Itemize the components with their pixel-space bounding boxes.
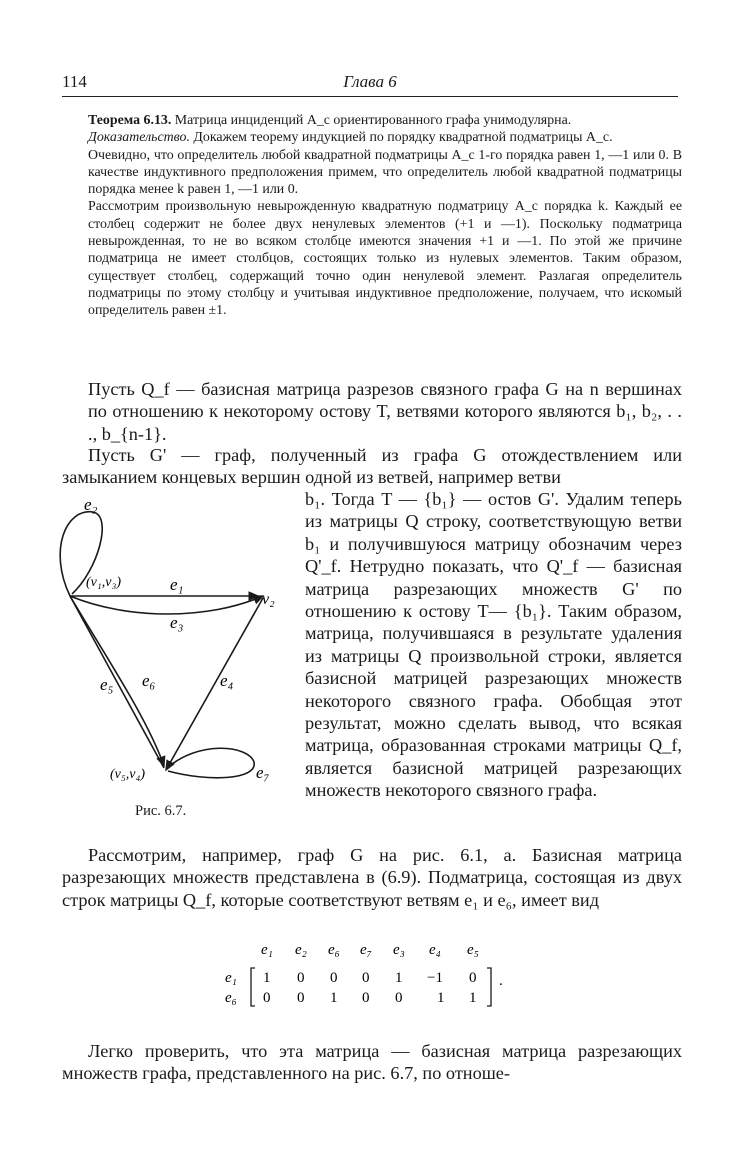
cell-1-3: 0: [330, 970, 338, 986]
cell-1-4: 0: [362, 970, 370, 986]
col-label-6: e₄: [429, 942, 441, 958]
theorem-text: Матрица инциденций A_c ориентированного графа унимодулярна.: [174, 113, 572, 128]
cell-1-6: −1: [427, 970, 443, 986]
node-v2: v₂: [262, 591, 275, 608]
right-bracket: [487, 968, 491, 1006]
cell-1-7: 0: [469, 970, 477, 986]
label-e6: e₆: [142, 671, 156, 690]
label-e3: e₃: [170, 613, 184, 632]
label-e1: e₁: [170, 575, 184, 594]
cell-2-1: 0: [263, 990, 271, 1006]
label-e5: e₅: [100, 675, 114, 694]
label-e2: e₂: [84, 495, 98, 514]
col-label-1: e₁: [261, 942, 273, 958]
matrix-period: .: [499, 973, 503, 989]
left-bracket: [251, 968, 255, 1006]
proof-para-2: Рассмотрим произвольную невырожденную квадратную подматрицу A_c порядка k. Каждый ее столбец содержит не более двух ненулевых элементов (+1 и —1). Поскольку подматрица невырожденная, то не во всяком столбце имеются значения +1 и —1. По этой же причине подматрица не имеет столбцов, состоящих только из нулевых элементов. Таким образом, существует столбец, содержащий точно один ненулевой элемент. Разлагая определитель подматрицы по этому столбцу и учитывая индуктивное предположение, получаем, что искомый определитель равен ±1.: [88, 199, 682, 319]
proof-intro: [88, 129, 682, 146]
figure-caption: Рис. 6.7.: [135, 803, 187, 819]
cell-1-2: 0: [297, 970, 305, 986]
theorem-statement: [88, 112, 682, 129]
cell-2-2: 0: [297, 990, 305, 1006]
cell-2-7: 1: [469, 990, 477, 1006]
cell-2-3: 1: [330, 990, 338, 1006]
row-label-1: e₁: [225, 970, 237, 986]
cell-1-1: 1: [263, 970, 271, 986]
theorem-title: Теорема 6.13.: [88, 113, 172, 128]
theorem-block: [88, 112, 682, 320]
proof-label: Доказательство.: [88, 130, 190, 146]
col-label-5: e₃: [393, 942, 405, 958]
proof-text: Докажем теорему индукцией по порядку квадратной подматрицы A_c.: [193, 130, 613, 146]
cell-2-4: 0: [362, 990, 370, 1006]
col-label-7: e₅: [467, 942, 479, 958]
chapter-title: Глава 6: [343, 72, 397, 91]
edge-e3: [70, 596, 263, 614]
graph-figure: [58, 490, 298, 835]
cell-2-6: 1: [437, 990, 445, 1006]
label-e4: e₄: [220, 671, 234, 690]
col-label-4: e₇: [360, 942, 372, 958]
proof-para-1: Очевидно, что определитель любой квадратной подматрицы A_c 1-го порядка равен 1, —1 или 0. В качестве индуктивного предположения примем, что определитель любой квадратной подматрицы порядка менее k равен 1, —1 или 0.: [88, 147, 682, 198]
body-para-4: Легко проверить, что эта матрица — базисная матрица разрезающих множеств графа, представленного на рис. 6.7, по отноше-: [62, 1041, 682, 1084]
body-para-2-full: Пусть G' — граф, полученный из графа G отождествлением или замыканием концевых вершин одной из ветвей, например ветви: [62, 445, 682, 488]
matrix: [215, 940, 515, 1010]
cell-1-5: 1: [395, 970, 403, 986]
cell-2-5: 0: [395, 990, 403, 1006]
node-v1-v3: (v₁,v₃): [86, 575, 121, 590]
label-e7: e₇: [256, 763, 270, 782]
col-label-3: e₆: [328, 942, 340, 958]
edge-e7: [166, 748, 254, 778]
body-para-3: Рассмотрим, например, граф G на рис. 6.1, a. Базисная матрица разрезающих множеств представлена в (6.9). Подматрица, состоящая из двух строк матрицы Q_f, которые соответствуют ветвям e₁ и e₆, имеет вид: [62, 845, 682, 910]
page-header: [62, 70, 678, 97]
page-number: 114: [62, 72, 87, 91]
col-label-2: e₂: [295, 942, 307, 958]
body-para-1: Пусть Q_f — базисная матрица разрезов связного графа G на n вершинах по отношению к некоторому остову T, ветвями которого являются b₁, b₂, . . ., b_{n-1}.: [88, 379, 682, 444]
node-v5-v4: (v₅,v₄): [110, 767, 145, 782]
body-para-2-wrap: b₁. Тогда T — {b₁} — остов G'. Удалим теперь из матрицы Q строку, соответствующую ветви b₁ и получившуюся матрицу обозначим через Q'_f. Нетрудно показать, что Q'_f — базисная матрица разрезающих множеств G' по отношению к остову T— {b₁}. Таким образом, матрица, получившаяся в результате удаления из матрицы Q произвольной строки, является базисной матрицей разрезающих множеств некоторого связного графа. Обобщая этот результат, можно сделать вывод, что всякая матрица, образованная строками матрицы Q_f, является базисной матрицей разрезающих множеств некоторого связного графа.: [305, 489, 682, 801]
row-label-2: e₆: [225, 990, 237, 1006]
